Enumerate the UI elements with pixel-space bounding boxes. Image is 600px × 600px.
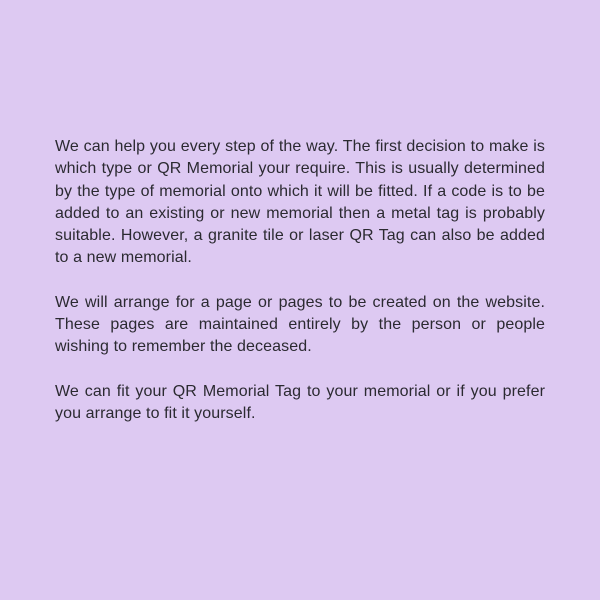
paragraph-page-creation: We will arrange for a page or pages to be created on the website. These pages are maintained entirely by the person or people wishing to remember the deceased. <box>55 293 545 356</box>
paragraph-help-steps: We can help you every step of the way. The first decision to make is which type or QR Memorial your require. This is usually determined by the type of memorial onto which it will be fitted. If a code is to be added to an existing or new memorial then a metal tag is probably suitable. However, a granite tile or laser QR Tag can also be added to a new memorial. <box>55 138 545 267</box>
paragraph-fitting: We can fit your QR Memorial Tag to your memorial or if you prefer you arrange to fit it yourself. <box>55 382 545 422</box>
